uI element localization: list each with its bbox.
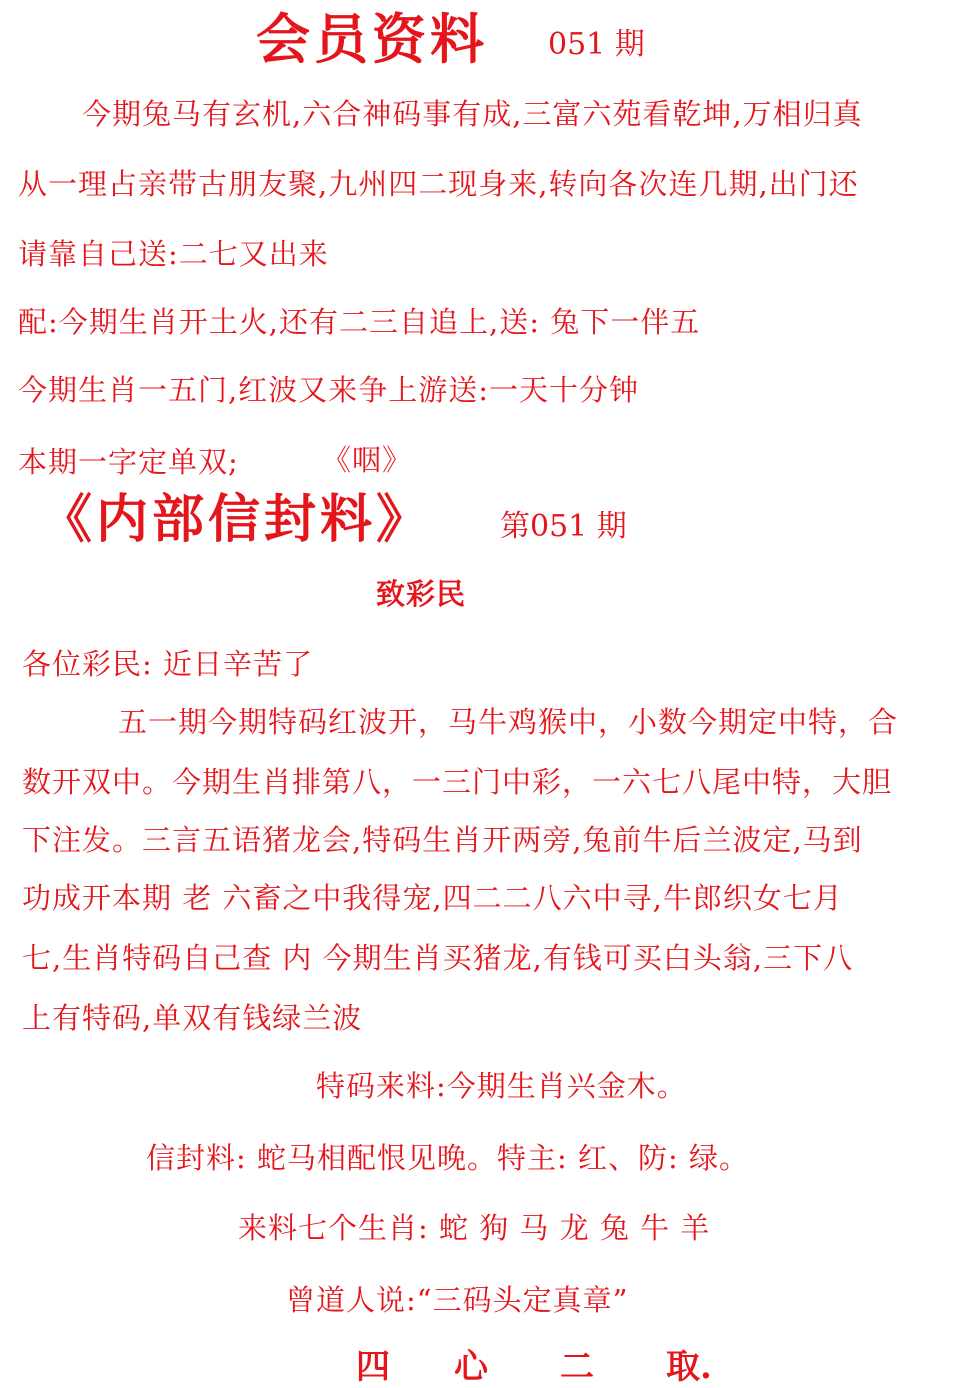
member-line-3: 请靠自己送:二七又出来 <box>18 237 329 271</box>
member-line-1: 今期兔马有玄机,六合神码事有成,三富六苑看乾坤,万相归真 <box>82 97 863 131</box>
envelope-title: 《内部信封料》 <box>40 489 433 550</box>
signature-char-1: 四 <box>356 1347 390 1387</box>
single-double-label: 本期一字定单双; <box>18 445 239 479</box>
envelope-body-line-2: 数开双中。今期生肖排第八，一三门中彩，一六七八尾中特，大胆 <box>22 765 893 799</box>
member-line-2: 从一理占亲带古朋友聚,九州四二现身来,转向各次连几期,出门还 <box>18 167 859 201</box>
envelope-issue: 第051 期 <box>500 509 627 544</box>
member-info-title: 会员资料 <box>256 7 488 71</box>
envelope-body-line-4: 功成开本期 老 六畜之中我得宠,四二二八六中寻,牛郎织女七月 <box>22 881 843 915</box>
envelope-greeting: 各位彩民: 近日辛苦了 <box>22 647 313 681</box>
envelope-subtitle: 致彩民 <box>376 577 467 611</box>
envelope-body-line-1: 五一期今期特码红波开，马牛鸡猴中，小数今期定中特，合 <box>118 705 899 739</box>
envelope-body-line-5: 七,生肖特码自己查 内 今期生肖买猪龙,有钱可买白头翁,三下八 <box>22 941 854 975</box>
signature-char-3: 二 <box>560 1347 594 1387</box>
special-code-source: 特码来料:今期生肖兴金木。 <box>316 1069 687 1103</box>
signature-char-4: 取. <box>666 1347 712 1387</box>
seven-zodiacs: 来料七个生肖: 蛇 狗 马 龙 兔 牛 羊 <box>238 1211 711 1245</box>
single-double-value: 《咽》 <box>322 443 413 477</box>
envelope-body-line-6: 上有特码,单双有钱绿兰波 <box>22 1001 363 1035</box>
envelope-material: 信封料: 蛇马相配恨见晚。特主: 红、防: 绿。 <box>146 1141 749 1175</box>
member-line-4: 配:今期生肖开土火,还有二三自追上,送: 兔下一伴五 <box>18 305 701 339</box>
signature-char-2: 心 <box>454 1347 488 1387</box>
member-line-5: 今期生肖一五门,红波又来争上游送:一天十分钟 <box>18 373 639 407</box>
envelope-body-line-3: 下注发。三言五语猪龙会,特码生肖开两旁,兔前牛后兰波定,马到 <box>22 823 863 857</box>
zeng-daoren-quote: 曾道人说:“三码头定真章” <box>286 1283 629 1317</box>
member-info-issue: 051 期 <box>548 27 645 62</box>
